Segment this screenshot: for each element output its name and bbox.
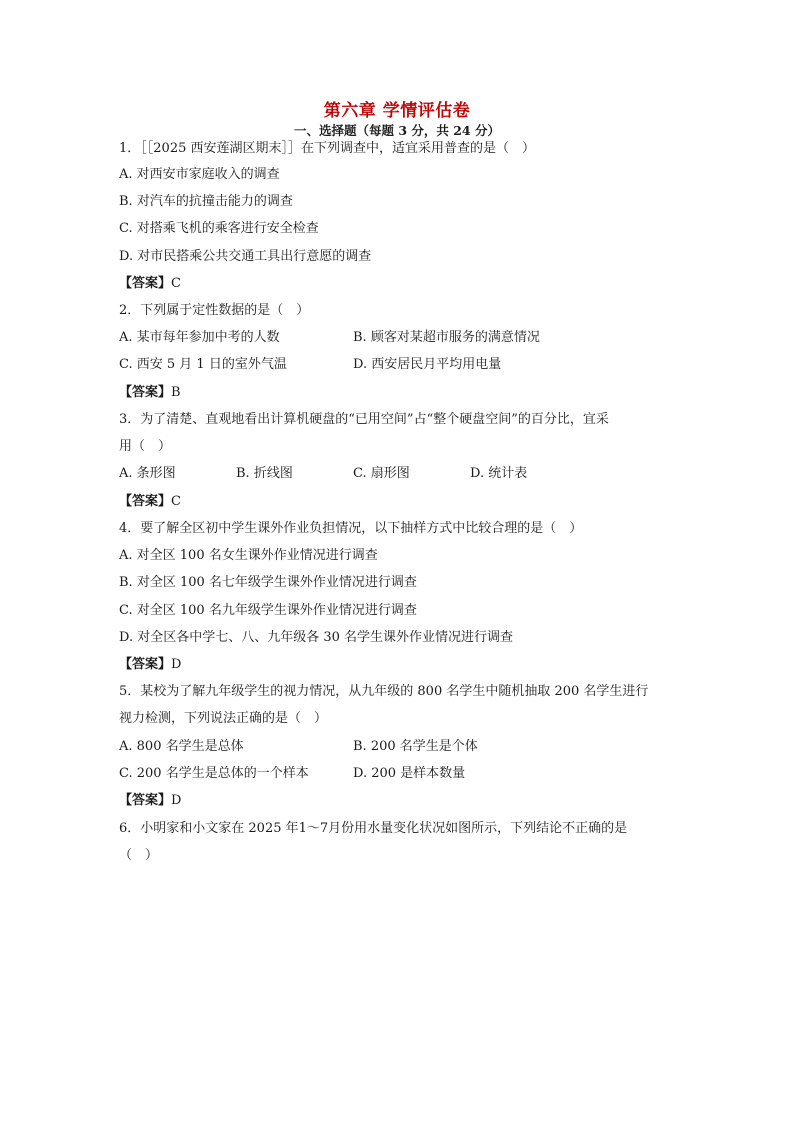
answer-label: 【答案】 [119, 276, 172, 291]
question-3-stem-line-1: 3．为了清楚、直观地看出计算机硬盘的“已用空间”占“整个硬盘空间”的百分比，宜采 [119, 412, 609, 427]
question-1-stem: 1．［［2025 西安莲湖区期末］］在下列调查中，适宜采用普查的是（ ） [119, 141, 535, 156]
question-3-answer [119, 493, 181, 511]
question-2-option-b: B. 顾客对某超市服务的满意情况 [353, 330, 540, 345]
question-6-stem-line-1: 6．小明家和小文家在 2025 年1～7月份用水量变化状况如图所示，下列结论不正确的是 [119, 821, 628, 836]
question-5-option-a: A. 800 名学生是总体 [119, 739, 244, 754]
question-4-stem: 4．要了解全区初中学生课外作业负担情况，以下抽样方式中比较合理的是（ ） [119, 521, 583, 536]
answer-value: B [171, 385, 181, 400]
question-5-option-d: D. 200 是样本数量 [353, 766, 466, 781]
answer-value: C [171, 276, 181, 291]
answer-label: 【答案】 [119, 657, 172, 672]
question-1-option-b: B. 对汽车的抗撞击能力的调查 [119, 194, 293, 209]
section-heading: 一、选择题（每题 3 分，共 24 分） [293, 123, 500, 138]
question-4-option-d: D. 对全区各中学七、八、九年级各 30 名学生课外作业情况进行调查 [119, 630, 514, 645]
answer-label: 【答案】 [119, 793, 172, 808]
question-3-option-c: C. 扇形图 [353, 466, 410, 481]
question-1-option-d: D. 对市民搭乘公共交通工具出行意愿的调查 [119, 249, 372, 264]
answer-label: 【答案】 [119, 494, 172, 509]
answer-value: D [171, 793, 182, 808]
question-2-stem: 2．下列属于定性数据的是（ ） [119, 303, 310, 318]
question-5-option-c: C. 200 名学生是总体的一个样本 [119, 766, 309, 781]
question-4-option-a: A. 对全区 100 名女生课外作业情况进行调查 [119, 548, 378, 563]
page-title: 第六章 学情评估卷 [323, 101, 471, 121]
question-2-option-d: D. 西安居民月平均用电量 [353, 357, 502, 372]
question-3-option-b: B. 折线图 [236, 466, 293, 481]
question-4-option-b: B. 对全区 100 名七年级学生课外作业情况进行调查 [119, 575, 417, 590]
question-5-option-b: B. 200 名学生是个体 [353, 739, 478, 754]
question-2-answer [119, 384, 181, 402]
question-3-option-d: D. 统计表 [470, 466, 528, 481]
question-4-answer [119, 656, 181, 674]
question-5-answer [119, 792, 181, 810]
question-5-stem-line-2: 视力检测，下列说法正确的是（ ） [119, 711, 328, 726]
answer-value: D [171, 657, 182, 672]
question-2-option-c: C. 西安 5 月 1 日的室外气温 [119, 357, 287, 372]
question-1-option-c: C. 对搭乘飞机的乘客进行安全检查 [119, 221, 319, 236]
answer-label: 【答案】 [119, 385, 172, 400]
question-3-option-a: A. 条形图 [119, 466, 176, 481]
question-1-option-a: A. 对西安市家庭收入的调查 [119, 167, 280, 182]
answer-value: C [171, 494, 181, 509]
question-1-answer [119, 275, 181, 293]
question-2-option-a: A. 某市每年参加中考的人数 [119, 330, 280, 345]
question-3-stem-line-2: 用（ ） [119, 439, 172, 454]
question-5-stem-line-1: 5．某校为了解九年级学生的视力情况，从九年级的 800 名学生中随机抽取 200 名学生进行 [119, 684, 649, 699]
question-4-option-c: C. 对全区 100 名九年级学生课外作业情况进行调查 [119, 603, 417, 618]
question-6-stem-line-2: （ ） [119, 848, 159, 863]
